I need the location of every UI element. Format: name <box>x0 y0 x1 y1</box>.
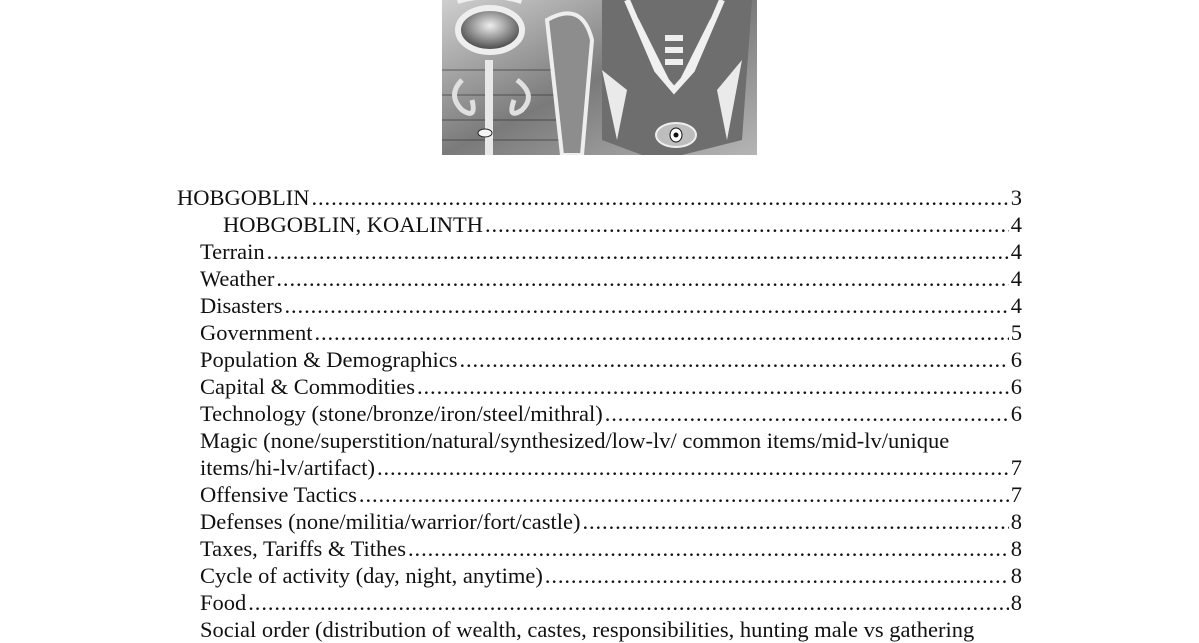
dot-leader <box>312 184 1009 211</box>
dot-leader <box>605 400 1009 427</box>
dot-leader <box>545 562 1009 589</box>
dot-leader <box>359 481 1009 508</box>
toc-entry-page: 4 <box>1010 266 1022 291</box>
toc-entry-hobgoblin[interactable] <box>177 184 1022 211</box>
toc-entry-title: HOBGOBLIN, KOALINTH <box>223 212 483 237</box>
toc-entry-page: 8 <box>1010 563 1022 588</box>
toc-entry-page: 4 <box>1010 239 1022 264</box>
dot-leader <box>408 535 1009 562</box>
hobgoblin-artwork-image <box>442 0 757 155</box>
toc-entry-title: Technology (stone/bronze/iron/steel/mithral) <box>200 401 603 426</box>
toc-entry-title-line1: Magic (none/superstition/natural/synthesized/low-lv/ common items/mid-lv/unique <box>200 428 950 453</box>
toc-entry-title: Weather <box>200 266 275 291</box>
toc-entry-page: 4 <box>1010 212 1022 237</box>
toc-entry-title: items/hi-lv/artifact) <box>200 455 375 480</box>
toc-entry-page: 8 <box>1010 509 1022 534</box>
toc-entry-page: 6 <box>1010 374 1022 399</box>
toc-entry-title: Food <box>200 590 247 615</box>
toc-entry-title: Government <box>200 320 313 345</box>
toc-entry-page: 4 <box>1010 293 1022 318</box>
toc-entry-page: 5 <box>1010 320 1022 345</box>
toc-entry-title: HOBGOBLIN <box>177 185 310 210</box>
dot-leader <box>276 265 1008 292</box>
toc-entry-title: Capital & Commodities <box>200 374 415 399</box>
toc-entry-taxes[interactable] <box>200 535 1022 562</box>
toc-entry-page: 7 <box>1010 482 1022 507</box>
toc-entry-title: Defenses (none/militia/warrior/fort/castle) <box>200 509 581 534</box>
dot-leader <box>417 373 1009 400</box>
toc-entry-disasters[interactable] <box>200 292 1022 319</box>
dot-leader <box>377 454 1009 481</box>
toc-entry-page: 6 <box>1010 401 1022 426</box>
toc-entry-hobgoblin-koalinth[interactable] <box>223 211 1022 238</box>
toc-entry-technology[interactable] <box>200 400 1022 427</box>
toc-entry-title-line1: Social order (distribution of wealth, castes, responsibilities, hunting male vs gathering <box>200 617 975 642</box>
dot-leader <box>485 211 1009 238</box>
toc-entry-page: 3 <box>1010 185 1022 210</box>
toc-entry-population[interactable] <box>200 346 1022 373</box>
toc-entry-terrain[interactable] <box>200 238 1022 265</box>
toc-entry-page: 7 <box>1010 455 1022 480</box>
toc-entry-offensive-tactics[interactable] <box>200 481 1022 508</box>
toc-entry-cycle-of-activity[interactable] <box>200 562 1022 589</box>
toc-entry-government[interactable] <box>200 319 1022 346</box>
toc-entry-page: 6 <box>1010 347 1022 372</box>
toc-entry-title: Taxes, Tariffs & Tithes <box>200 536 407 561</box>
dot-leader <box>267 238 1009 265</box>
toc-entry-title: Population & Demographics <box>200 347 458 372</box>
toc-entry-title: Disasters <box>200 293 283 318</box>
toc-entry-page: 8 <box>1010 590 1022 615</box>
dot-leader <box>314 319 1008 346</box>
dot-leader <box>248 589 1008 616</box>
toc-entry-defenses[interactable] <box>200 508 1022 535</box>
dot-leader <box>285 292 1009 319</box>
toc-entry-magic[interactable] <box>200 427 1022 481</box>
toc-entry-page: 8 <box>1010 536 1022 561</box>
dot-leader <box>582 508 1008 535</box>
dot-leader <box>459 346 1008 373</box>
toc-entry-title: Cycle of activity (day, night, anytime) <box>200 563 543 588</box>
toc-entry-food[interactable] <box>200 589 1022 616</box>
toc-entry-capital[interactable] <box>200 373 1022 400</box>
artwork-icon <box>442 0 757 155</box>
toc-entry-title: Terrain <box>200 239 265 264</box>
toc-entry-title: Offensive Tactics <box>200 482 357 507</box>
toc-entry-weather[interactable] <box>200 265 1022 292</box>
